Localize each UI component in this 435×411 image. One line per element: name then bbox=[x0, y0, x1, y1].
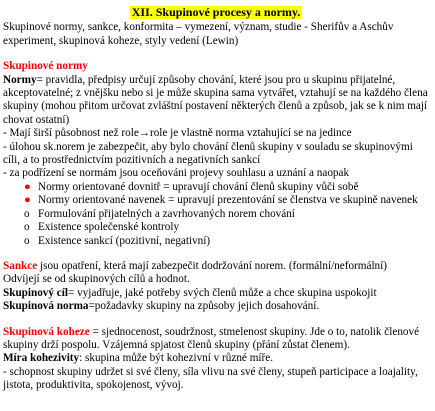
list-item-text: Existence společenské kontroly bbox=[38, 221, 180, 234]
list-item bbox=[3, 221, 429, 234]
group-norm bbox=[3, 300, 429, 313]
spacer bbox=[3, 48, 429, 60]
red-bullet-icon: ● bbox=[24, 194, 31, 207]
cohesion-text: = sjednocenost, soudržnost, stmelenost skupiny. Jde o to, natolik členové skupiny drží pospolu. Vzájemná spjatost členů skupiny (přání zůstat členem). bbox=[3, 325, 420, 351]
sanctions-paragraph bbox=[3, 260, 429, 273]
list-item bbox=[3, 208, 429, 221]
red-bullet-icon: ● bbox=[24, 180, 31, 193]
sanctions-line-2: Odvíjejí se od skupinových cílů a hodnot. bbox=[3, 273, 190, 286]
circle-bullet-icon: o bbox=[24, 207, 30, 220]
spacer bbox=[3, 314, 429, 326]
list-item-text: Formulování přijatelných a zavrhovaných norem chování bbox=[38, 207, 295, 220]
norms-heading: Skupinové normy bbox=[3, 60, 88, 73]
group-norm-term: Skupinová norma bbox=[3, 300, 89, 313]
cohesion-measure-term: Míra kohezivity bbox=[3, 352, 80, 365]
page-title: XII. Skupinové procesy a normy. bbox=[131, 5, 301, 19]
list-item-text: Normy orientované dovnitř = upravují chování členů skupiny vůči sobě bbox=[38, 180, 359, 193]
title-wrap bbox=[3, 6, 429, 20]
norms-definition-term: Normy bbox=[3, 73, 37, 86]
group-norm-text: =požadavky skupiny na způsoby jejich dosahování. bbox=[88, 300, 320, 313]
red-bullet-list bbox=[3, 181, 429, 208]
cohesion-measure bbox=[3, 352, 429, 365]
list-item bbox=[3, 235, 429, 248]
group-goal bbox=[3, 287, 429, 300]
cohesion-paragraph bbox=[3, 326, 429, 353]
group-goal-text: = vyjadřuje, jaké potřeby svých členů může a chce skupina uspokojit bbox=[67, 286, 377, 299]
norms-definition bbox=[3, 74, 429, 128]
list-item-text: Existence sankcí (pozitivní, negativní) bbox=[38, 234, 211, 247]
norms-point-1: - Mají širší působnost než role→role je vlastně norma vztahující se na jedince bbox=[3, 127, 352, 140]
group-goal-term: Skupinový cíl bbox=[3, 286, 68, 299]
norms-point-2: - úlohou sk.norem je zabezpečit, aby bylo chování členů skupiny v souladu se skupinovými cíli, a to prostřednictvím pozitivních a negativních sankcí bbox=[3, 140, 413, 167]
list-item-text: Normy orientované navenek = upravují prezentování se členstva ve skupině navenek bbox=[38, 194, 418, 207]
cohesion-heading: Skupinová koheze bbox=[3, 325, 90, 338]
norms-definition-text: = pravidla, předpisy určují způsoby chování, které jsou pro u skupinu přijatelné, akceptovatelné; z vnějšku nebo si je může skupina sama vytvářet, vztahují se na každého člena skupiny (mohou přitom určovat zvláštní postavení některých členů a způsob, jak se k nim mají chovat ostatní) bbox=[3, 73, 428, 126]
cohesion-last: - schopnost skupiny udržet si své členy, síla vlivu na své členy, stupeň participace a loajality, jistota, produktivita, spokojenost, vývoj. bbox=[3, 365, 418, 392]
circle-bullet-icon: o bbox=[24, 221, 30, 234]
norms-point-3: - za podřízení se normám jsou oceňováni projevy souhlasu a uznání a naopak bbox=[3, 167, 350, 180]
list-item bbox=[3, 194, 429, 207]
circle-bullet-icon: o bbox=[24, 234, 30, 247]
intro-paragraph: Skupinové normy, sankce, konformita – vymezení, význam, studie - Sherifův a Aschův experiment, skupinová koheze, styly vedení (Lewin) bbox=[3, 21, 394, 47]
spacer bbox=[3, 248, 429, 260]
list-item bbox=[3, 181, 429, 194]
circle-bullet-list bbox=[3, 208, 429, 248]
sanctions-text: jsou opatření, která mají zabezpečit dodržování norem. (formální/neformální) bbox=[37, 259, 387, 272]
sanctions-heading: Sankce bbox=[3, 259, 38, 272]
cohesion-measure-text: : skupina může být kohezivní v různé míře. bbox=[79, 352, 273, 365]
